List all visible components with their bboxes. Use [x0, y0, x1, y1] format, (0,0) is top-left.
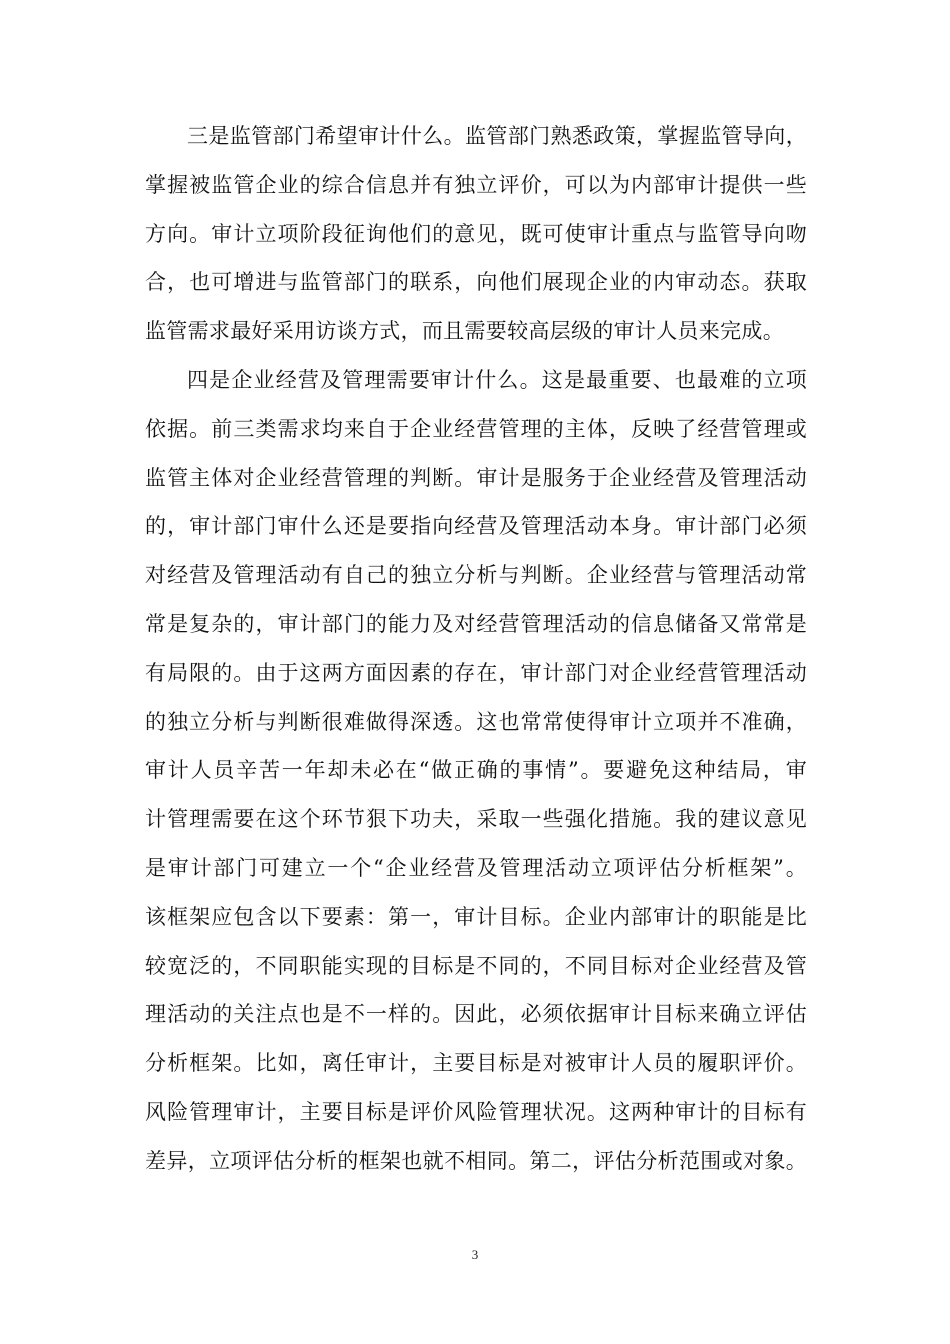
- text-line: 的，审计部门审什么还是要指向经营及管理活动本身。审计部门必须: [145, 514, 807, 539]
- text-line: 方向。审计立项阶段征询他们的意见，既可使审计重点与监管导向吻: [145, 221, 807, 246]
- text-line: 合，也可增进与监管部门的联系，向他们展现企业的内审动态。获取: [145, 270, 807, 295]
- text-line: 依据。前三类需求均来自于企业经营管理的主体，反映了经营管理或: [145, 416, 807, 441]
- text-line: 审计人员辛苦一年却未必在“做正确的事情”。要避免这种结局，审: [145, 758, 807, 783]
- text-line: 四是企业经营及管理需要审计什么。这是最重要、也最难的立项: [187, 367, 807, 392]
- text-line: 计管理需要在这个环节狠下功夫，采取一些强化措施。我的建议意见: [145, 807, 807, 832]
- text-line: 监管主体对企业经营管理的判断。审计是服务于企业经营及管理活动: [145, 465, 807, 490]
- paragraph-regulator-needs: [145, 112, 807, 356]
- text-line: 掌握被监管企业的综合信息并有独立评价，可以为内部审计提供一些: [145, 172, 807, 197]
- text-line: 较宽泛的，不同职能实现的目标是不同的，不同目标对企业经营及管: [145, 953, 807, 978]
- document-body: [145, 112, 807, 1186]
- text-line: 理活动的关注点也是不一样的。因此，必须依据审计目标来确立评估: [145, 1002, 807, 1027]
- text-line: 的独立分析与判断很难做得深透。这也常常使得审计立项并不准确，: [145, 709, 807, 734]
- text-line: 三是监管部门希望审计什么。监管部门熟悉政策，掌握监管导向，: [187, 124, 807, 148]
- text-line: 对经营及管理活动有自己的独立分析与判断。企业经营与管理活动常: [145, 563, 807, 588]
- text-line: 是审计部门可建立一个“企业经营及管理活动立项评估分析框架”。: [145, 855, 807, 880]
- text-line: 差异，立项评估分析的框架也就不相同。第二，评估分析范围或对象。: [145, 1148, 807, 1173]
- text-line: 监管需求最好采用访谈方式，而且需要较高层级的审计人员来完成。: [145, 319, 784, 344]
- page-number: 3: [471, 1247, 479, 1262]
- text-line: 风险管理审计，主要目标是评价风险管理状况。这两种审计的目标有: [145, 1099, 807, 1124]
- paragraph-business-needs: [145, 356, 807, 1186]
- text-line: 有局限的。由于这两方面因素的存在，审计部门对企业经营管理活动: [145, 660, 807, 685]
- text-line: 该框架应包含以下要素：第一，审计目标。企业内部审计的职能是比: [145, 904, 807, 929]
- text-line: 常是复杂的，审计部门的能力及对经营管理活动的信息储备又常常是: [145, 611, 807, 636]
- text-line: 分析框架。比如，离任审计，主要目标是对被审计人员的履职评价。: [145, 1051, 807, 1076]
